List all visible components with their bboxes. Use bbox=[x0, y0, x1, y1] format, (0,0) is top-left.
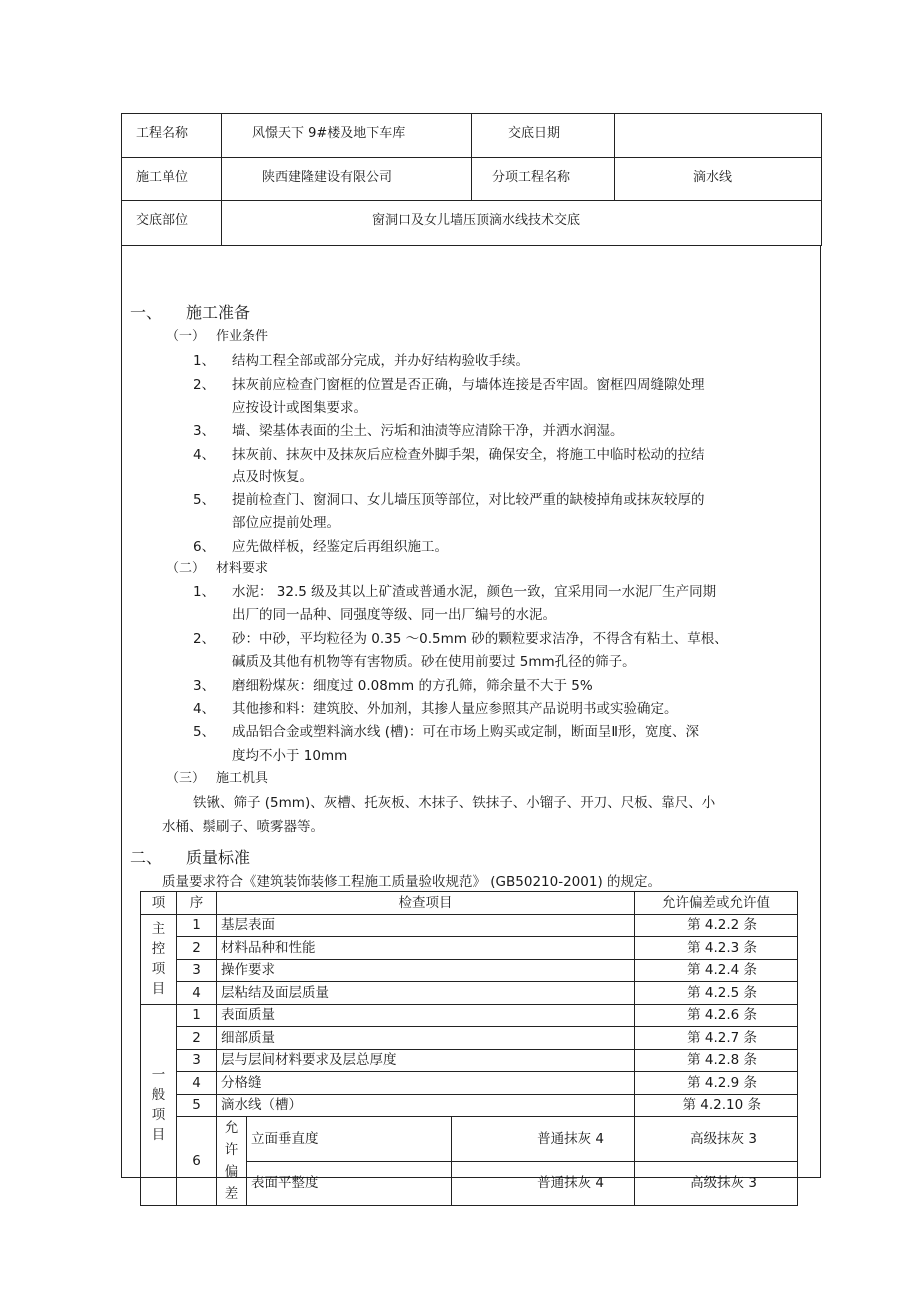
row-value: 第 4.2.2 条 bbox=[635, 914, 798, 937]
row-item: 基层表面 bbox=[217, 914, 635, 937]
table-row bbox=[141, 914, 798, 937]
main-control-group: 主 控 项 目 bbox=[141, 914, 177, 1004]
material-2-line-2: 碱质及其他有机物等有害物质。砂在使用前要过 5mm孔径的筛子。 bbox=[232, 654, 636, 670]
row-item: 立面垂直度 bbox=[247, 1117, 452, 1162]
table-row bbox=[141, 1117, 798, 1162]
condition-3-line-1: 墙、梁基体表面的尘土、污垢和油渍等应清除干净，并洒水润湿。 bbox=[232, 423, 624, 439]
row-item: 滴水线（槽） bbox=[217, 1094, 635, 1117]
row-normal: 普通抹灰 4 bbox=[452, 1161, 635, 1206]
unit-label: 施工单位 bbox=[122, 158, 222, 201]
material-5-line-2: 度均不小于 10mm bbox=[232, 748, 348, 764]
material-1-line-2: 出厂的同一品种、同强度等级、同一出厂编号的水泥。 bbox=[232, 607, 556, 623]
row-high: 高级抹灰 3 bbox=[635, 1117, 798, 1162]
row-item: 细部质量 bbox=[217, 1027, 635, 1050]
col-header-check-item: 检查项目 bbox=[217, 892, 635, 915]
row-item: 材料品种和性能 bbox=[217, 937, 635, 960]
row-item: 层粘结及面层质量 bbox=[217, 982, 635, 1005]
row-value: 第 4.2.10 条 bbox=[635, 1094, 798, 1117]
sub3-number: （三） bbox=[166, 771, 206, 786]
section2-intro: 质量要求符合《建筑装饰装修工程施工质量验收规范》 (GB50210-2001) 的规定。 bbox=[162, 874, 662, 890]
table-row bbox=[141, 959, 798, 982]
row-item: 分格缝 bbox=[217, 1072, 635, 1095]
project-value: 风憬天下 9#楼及地下车库 bbox=[222, 114, 472, 158]
part-value: 窗洞口及女儿墙压顶滴水线技术交底 bbox=[222, 201, 822, 246]
section1-title: 施工准备 bbox=[186, 303, 251, 322]
material-4-line-1: 其他掺和料：建筑胶、外加剂，其掺人量应参照其产品说明书或实验确定。 bbox=[232, 701, 678, 717]
condition-2-line-2: 应按设计或图集要求。 bbox=[232, 400, 367, 416]
right-border bbox=[820, 246, 821, 1178]
material-1-line-1: 水泥： 32.5 级及其以上矿渣或普通水泥，颜色一致，宜采用同一水泥厂生产同期 bbox=[232, 584, 717, 600]
row-value: 第 4.2.9 条 bbox=[635, 1072, 798, 1095]
sub3-title: 施工机具 bbox=[216, 771, 269, 786]
condition-4-number: 4、 bbox=[193, 447, 216, 463]
col-header-tolerance: 允许偏差或允许值 bbox=[635, 892, 798, 915]
sub2-title: 材料要求 bbox=[216, 561, 269, 576]
row-no: 2 bbox=[177, 937, 217, 960]
table-row bbox=[141, 1004, 798, 1027]
row-value: 第 4.2.3 条 bbox=[635, 937, 798, 960]
table-row bbox=[141, 1027, 798, 1050]
table-row bbox=[141, 1094, 798, 1117]
row-value: 第 4.2.8 条 bbox=[635, 1049, 798, 1072]
sub-value: 滴水线 bbox=[615, 158, 822, 201]
general-group: 一 般 项 目 bbox=[141, 1004, 177, 1206]
tools-line-2: 水桶、鬃刷子、喷雾器等。 bbox=[162, 819, 324, 835]
condition-1-number: 1、 bbox=[193, 353, 216, 369]
condition-2-number: 2、 bbox=[193, 377, 216, 393]
row-no: 1 bbox=[177, 1004, 217, 1027]
left-border bbox=[121, 246, 122, 1178]
row-no: 6 bbox=[177, 1117, 217, 1206]
material-5-number: 5、 bbox=[193, 724, 216, 740]
sub1-number: （一） bbox=[166, 329, 206, 344]
sub2-number: （二） bbox=[166, 561, 206, 576]
condition-6-number: 6、 bbox=[193, 539, 216, 555]
table-row bbox=[141, 1072, 798, 1095]
row-high: 高级抹灰 3 bbox=[635, 1161, 798, 1206]
condition-4-line-2: 点及时恢复。 bbox=[232, 469, 313, 485]
table-row bbox=[141, 982, 798, 1005]
date-label: 交底日期 bbox=[472, 114, 615, 158]
condition-6-line-1: 应先做样板，经鉴定后再组织施工。 bbox=[232, 539, 448, 555]
header-table bbox=[121, 113, 822, 246]
material-3-number: 3、 bbox=[193, 678, 216, 694]
condition-5-line-1: 提前检查门、窗洞口、女儿墙压顶等部位，对比较严重的缺棱掉角或抹灰较厚的 bbox=[232, 492, 705, 508]
condition-4-line-1: 抹灰前、抹灰中及抹灰后应检查外脚手架，确保安全，将施工中临时松动的拉结 bbox=[232, 447, 705, 463]
part-label: 交底部位 bbox=[122, 201, 222, 246]
section1-number: 一、 bbox=[130, 303, 163, 322]
table-row bbox=[141, 1049, 798, 1072]
material-4-number: 4、 bbox=[193, 701, 216, 717]
row-value: 第 4.2.7 条 bbox=[635, 1027, 798, 1050]
row-item: 表面质量 bbox=[217, 1004, 635, 1027]
date-value bbox=[615, 114, 822, 158]
row-item: 层与层间材料要求及层总厚度 bbox=[217, 1049, 635, 1072]
row-value: 第 4.2.4 条 bbox=[635, 959, 798, 982]
quality-table bbox=[140, 891, 798, 1206]
row-no: 4 bbox=[177, 1072, 217, 1095]
row-no: 1 bbox=[177, 914, 217, 937]
section2-number: 二、 bbox=[130, 848, 163, 867]
row-no: 2 bbox=[177, 1027, 217, 1050]
row-item: 操作要求 bbox=[217, 959, 635, 982]
project-label: 工程名称 bbox=[122, 114, 222, 158]
row-no: 4 bbox=[177, 982, 217, 1005]
row-no: 3 bbox=[177, 1049, 217, 1072]
sub1-title: 作业条件 bbox=[216, 329, 269, 344]
material-3-line-1: 磨细粉煤灰：细度过 0.08mm 的方孔筛，筛余量不大于 5% bbox=[232, 678, 593, 694]
condition-2-line-1: 抹灰前应检查门窗框的位置是否正确，与墙体连接是否牢固。窗框四周缝隙处理 bbox=[232, 377, 705, 393]
unit-value: 陕西建隆建设有限公司 bbox=[222, 158, 472, 201]
sub-label: 分项工程名称 bbox=[472, 158, 615, 201]
row-no: 5 bbox=[177, 1094, 217, 1117]
row-value: 第 4.2.5 条 bbox=[635, 982, 798, 1005]
table-row bbox=[141, 937, 798, 960]
material-1-number: 1、 bbox=[193, 584, 216, 600]
row-value: 第 4.2.6 条 bbox=[635, 1004, 798, 1027]
col-header-item-type: 项 bbox=[141, 892, 177, 915]
row-item: 表面平整度 bbox=[247, 1161, 452, 1206]
section2-title: 质量标准 bbox=[186, 848, 251, 867]
condition-5-line-2: 部位应提前处理。 bbox=[232, 515, 340, 531]
tools-line-1: 铁锹、筛子 (5mm)、灰槽、托灰板、木抹子、铁抹子、小镏子、开刀、尺板、靠尺、小 bbox=[193, 795, 716, 811]
material-5-line-1: 成品铝合金或塑料滴水线 (槽)：可在市场上购买或定制，断面呈Ⅱ形，宽度、深 bbox=[232, 724, 699, 740]
material-2-number: 2、 bbox=[193, 631, 216, 647]
condition-5-number: 5、 bbox=[193, 492, 216, 508]
material-2-line-1: 砂：中砂，平均粒径为 0.35 ～0.5mm 砂的颗粒要求洁净，不得含有粘土、草根、 bbox=[232, 631, 728, 647]
row-no: 3 bbox=[177, 959, 217, 982]
col-header-no: 序 bbox=[177, 892, 217, 915]
condition-3-number: 3、 bbox=[193, 423, 216, 439]
row-normal: 普通抹灰 4 bbox=[452, 1117, 635, 1162]
condition-1-line-1: 结构工程全部或部分完成，并办好结构验收手续。 bbox=[232, 353, 529, 369]
tolerance-label: 允许 偏差 bbox=[217, 1117, 247, 1206]
